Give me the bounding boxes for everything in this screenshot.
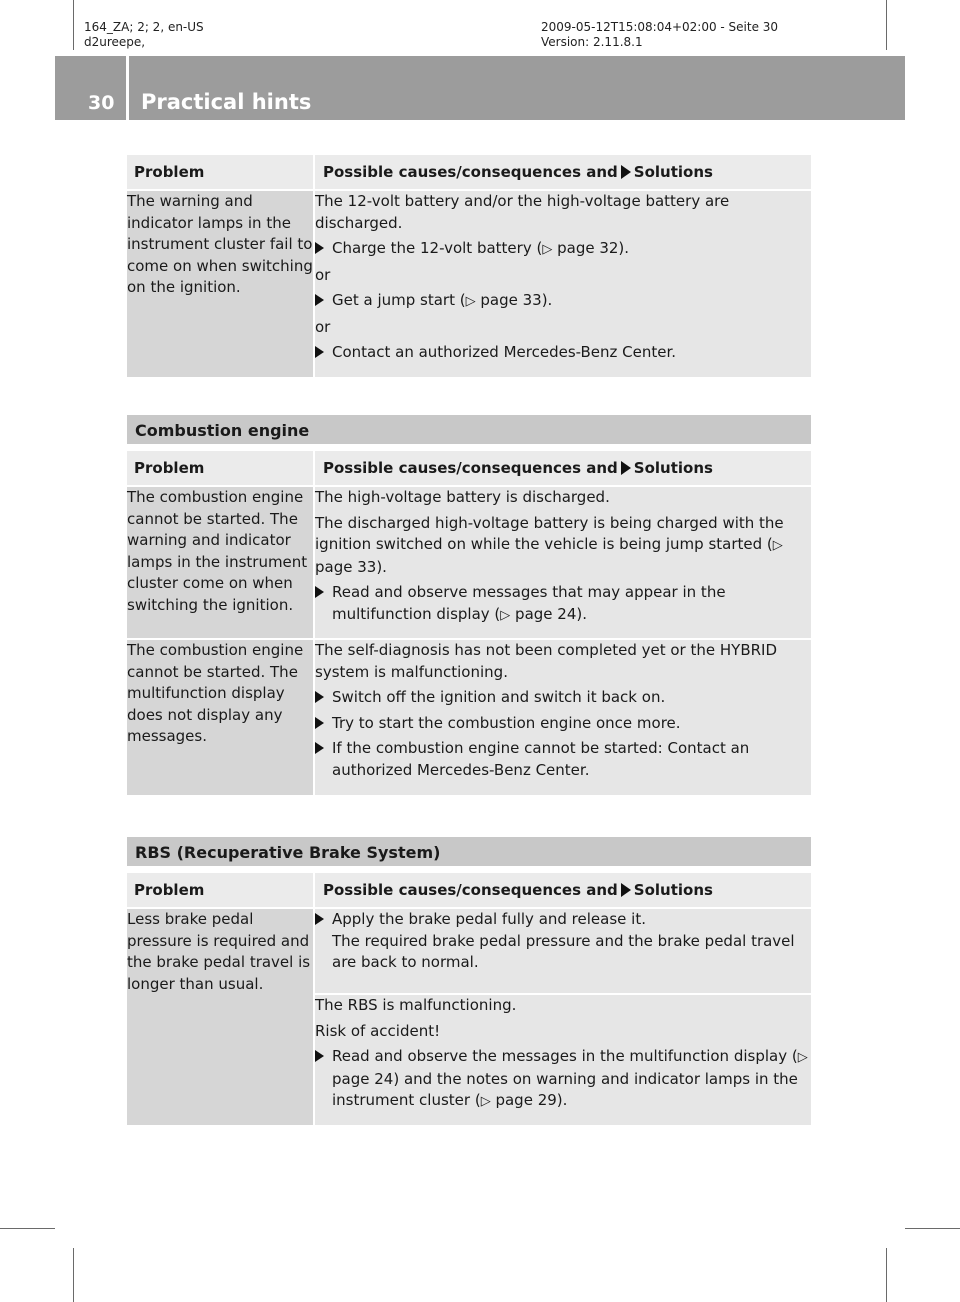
crop-mark: [73, 0, 74, 50]
action-arrow-icon: [315, 717, 324, 729]
troubleshooting-table-3: [127, 873, 811, 1125]
crop-mark: [886, 1248, 887, 1302]
table-row: [127, 190, 811, 377]
problem-cell: The warning and indicator lamps in the instrument cluster fail to come on when switching on the ignition.: [127, 190, 314, 377]
action-arrow-icon: [315, 913, 324, 925]
meta-left-line2: d2ureepe,: [84, 35, 146, 49]
problem-cell: The combustion engine cannot be started. The multifunction display does not display any messages.: [127, 639, 314, 795]
problem-cell: The combustion engine cannot be started. The warning and indicator lamps in the instrument cluster come on when switching the ignition.: [127, 486, 314, 639]
crop-mark: [905, 1228, 960, 1229]
action-step: Charge the 12-volt battery (▷ page 32).: [315, 238, 811, 261]
header-problem: Problem: [127, 451, 314, 486]
solution-cell: [314, 994, 811, 1125]
action-arrow-icon: [621, 165, 631, 179]
section-title-bar: [127, 415, 811, 444]
solution-cell: [314, 486, 811, 639]
or-text: or: [315, 265, 331, 284]
action-arrow-icon: [315, 242, 324, 254]
problem-cell: Less brake pedal pressure is required and the brake pedal travel is longer than usual.: [127, 908, 314, 1125]
solution-cell: [314, 908, 811, 994]
table-header-row: [127, 155, 811, 190]
troubleshooting-table-2: [127, 451, 811, 795]
header-problem: Problem: [127, 155, 314, 190]
action-arrow-icon: [315, 691, 324, 703]
table-header-row: [127, 451, 811, 486]
print-meta-left: [84, 20, 204, 50]
print-meta-right: [541, 20, 778, 50]
action-arrow-icon: [315, 742, 324, 754]
header-separator: [126, 56, 129, 120]
action-arrow-icon: [621, 883, 631, 897]
step-result-text: The required brake pedal pressure and the brake pedal travel are back to normal.: [332, 931, 795, 971]
action-step: Get a jump start (▷ page 33).: [315, 290, 811, 313]
action-step: If the combustion engine cannot be started: Contact an authorized Mercedes-Benz Center.: [315, 738, 811, 781]
header-problem: Problem: [127, 873, 314, 908]
or-text: or: [315, 317, 331, 336]
troubleshooting-table-1: [127, 155, 811, 377]
action-step: Switch off the ignition and switch it back on.: [315, 687, 811, 709]
meta-right-line1: 2009-05-12T15:08:04+02:00 - Seite 30: [541, 20, 779, 34]
table-header-row: [127, 873, 811, 908]
crop-mark: [0, 1228, 55, 1229]
header-solutions: Possible causes/consequences and Solutions: [314, 451, 811, 486]
action-step: Read and observe the messages in the multifunction display (▷ page 24) and the notes on warning and indicator lamps in the instrument cluster (▷ page 29).: [315, 1046, 811, 1113]
section-title: RBS (Recuperative Brake System): [135, 843, 441, 862]
cause-text: The self-diagnosis has not been completed yet or the HYBRID system is malfunctioning.: [315, 641, 778, 681]
action-step: Contact an authorized Mercedes-Benz Center.: [315, 342, 811, 364]
solution-cell: [314, 190, 811, 377]
meta-right-line2: Version: 2.11.8.1: [541, 35, 643, 49]
warning-text: Risk of accident!: [315, 1021, 441, 1040]
page-number: 30: [88, 92, 115, 114]
page-ref-icon: ▷: [797, 1050, 808, 1065]
action-arrow-icon: [315, 1050, 324, 1062]
header-solutions: Possible causes/consequences and Solutions: [314, 873, 811, 908]
action-arrow-icon: [315, 586, 324, 598]
meta-left-line1: 164_ZA; 2; 2, en-US: [84, 20, 204, 34]
page-ref-icon: ▷: [465, 294, 476, 309]
page-ref-icon: ▷: [480, 1094, 491, 1109]
page-ref-icon: ▷: [772, 538, 783, 553]
cause-text: The discharged high-voltage battery is being charged with the ignition switched on while the vehicle is being jump started (▷ page 33).: [315, 513, 784, 576]
crop-mark: [886, 0, 887, 50]
action-arrow-icon: [621, 461, 631, 475]
action-arrow-icon: [315, 346, 324, 358]
table-row: [127, 639, 811, 795]
section-title-bar: [127, 837, 811, 866]
cause-text: The high-voltage battery is discharged.: [315, 488, 610, 506]
cause-text: The RBS is malfunctioning.: [315, 996, 517, 1014]
cause-text: The 12-volt battery and/or the high-voltage battery are discharged.: [315, 192, 730, 232]
header-solutions: Possible causes/consequences and Solutions: [314, 155, 811, 190]
table-row: [127, 908, 811, 994]
action-step: Try to start the combustion engine once more.: [315, 713, 811, 735]
solution-cell: [314, 639, 811, 795]
crop-mark: [73, 1248, 74, 1302]
action-step: Read and observe messages that may appear in the multifunction display (▷ page 24).: [315, 582, 811, 626]
table-row: [127, 486, 811, 639]
page-title: Practical hints: [141, 90, 312, 114]
page-ref-icon: ▷: [500, 607, 511, 623]
action-step: Apply the brake pedal fully and release it. The required brake pedal pressure and the brake pedal travel are back to normal.: [315, 909, 811, 974]
section-title: Combustion engine: [135, 421, 310, 440]
action-arrow-icon: [315, 294, 324, 306]
page-ref-icon: ▷: [542, 242, 553, 257]
